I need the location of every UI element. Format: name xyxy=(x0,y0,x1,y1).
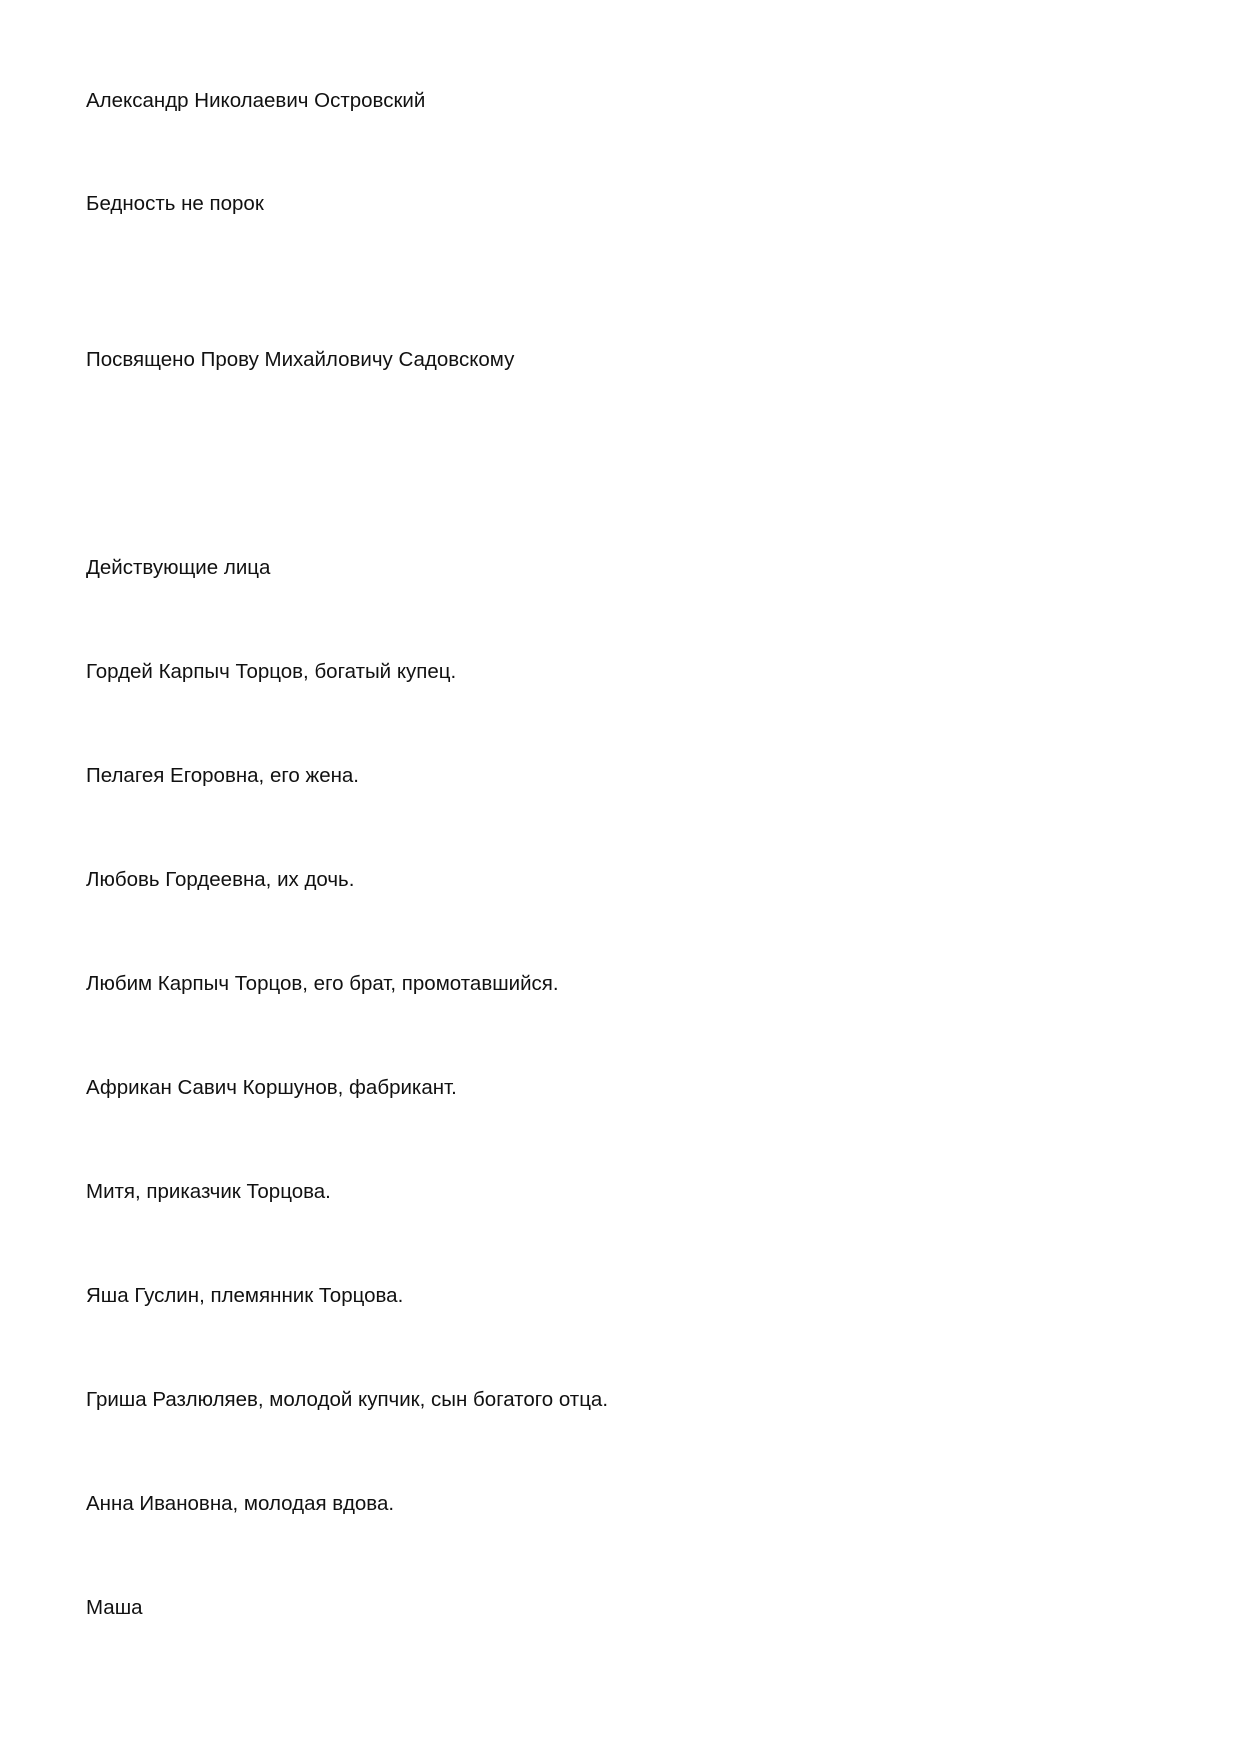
character-item: Гриша Разлюляев, молодой купчик, сын богатого отца. xyxy=(86,1388,609,1411)
character-item: Митя, приказчик Торцова. xyxy=(86,1180,331,1203)
character-item: Любим Карпыч Торцов, его брат, промотавшийся. xyxy=(86,972,559,995)
character-item: Африкан Савич Коршунов, фабрикант. xyxy=(86,1076,457,1099)
character-item: Гордей Карпыч Торцов, богатый купец. xyxy=(86,660,457,683)
character-item: Маша xyxy=(86,1596,143,1619)
character-item: Анна Ивановна, молодая вдова. xyxy=(86,1492,395,1515)
characters-heading: Действующие лица xyxy=(86,556,271,579)
character-item: Яша Гуслин, племянник Торцова. xyxy=(86,1284,404,1307)
dedication: Посвящено Прову Михайловичу Садовскому xyxy=(86,348,515,371)
character-item: Любовь Гордеевна, их дочь. xyxy=(86,868,355,891)
character-item: Пелагея Егоровна, его жена. xyxy=(86,764,360,787)
document-title: Бедность не порок xyxy=(86,192,264,215)
author-name: Александр Николаевич Островский xyxy=(86,89,426,112)
